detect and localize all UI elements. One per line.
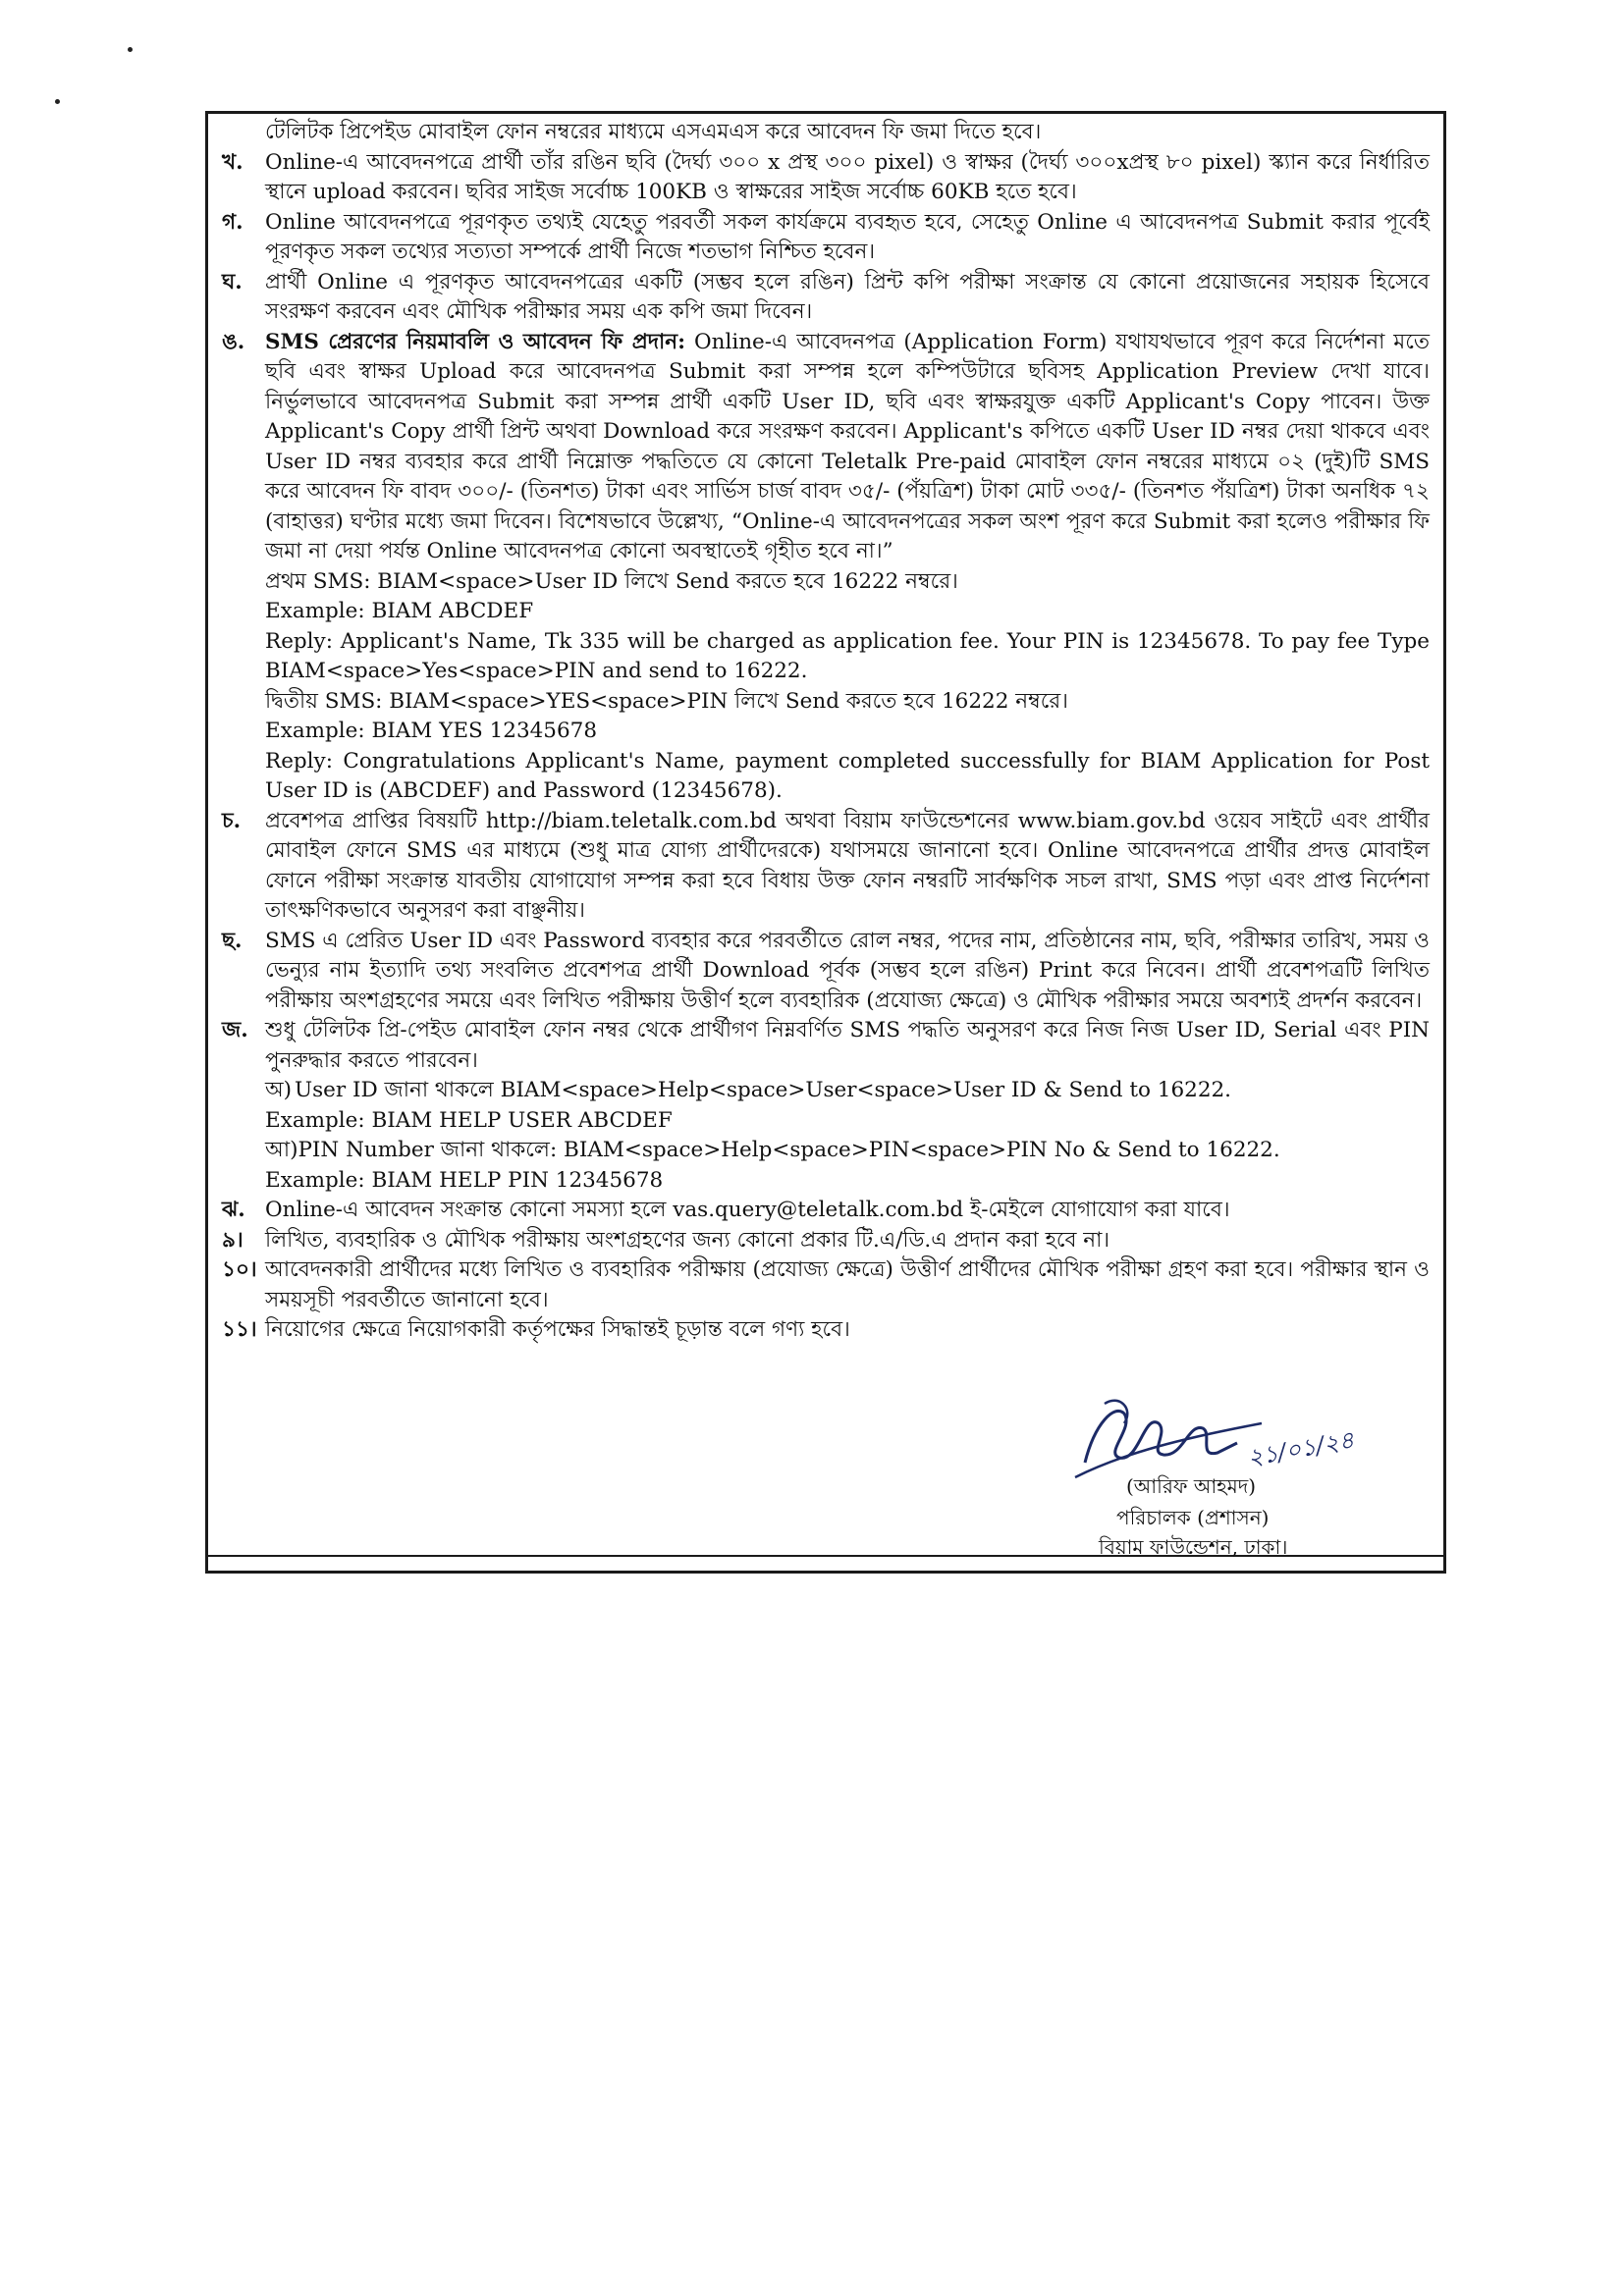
retrieval-text: PIN Number জানা থাকলে: BIAM<space>Help<space>PIN<space>PIN No & Send to 16222. [298, 1138, 1280, 1162]
signatory-designation: পরিচালক (প্রশাসন) [1116, 1506, 1270, 1529]
clause-ga [222, 208, 1430, 268]
lead-line: টেলিটক প্রিপেইড মোবাইল ফোন নম্বরের মাধ্যমে এসএমএস করে আবেদন ফি জমা দিতে হবে। [265, 120, 1042, 144]
clause-jha [222, 1196, 1430, 1226]
retrieval-user-id [222, 1076, 1430, 1106]
clause-text: লিখিত, ব্যবহারিক ও মৌখিক পরীক্ষায় অংশগ্রহণের জন্য কোনো প্রকার টি.এ/ডি.এ প্রদান করা হবে না। [265, 1227, 1110, 1253]
clause-text: শুধু টেলিটক প্রি-পেইড মোবাইল ফোন নম্বর থেকে প্রার্থীগণ নিম্নবর্ণিত SMS পদ্ধতি অনুসরণ করে নিজ নিজ User ID, Serial এবং PIN পুনরুদ্ধার করতে পারবেন। [265, 1018, 1430, 1073]
clause-ja [222, 1016, 1430, 1076]
clause-marker: চ. [222, 808, 242, 833]
retrieval-marker: অ) [265, 1078, 293, 1102]
scan-speck [55, 99, 60, 104]
clause-text [265, 328, 1430, 567]
clause-marker: ছ. [222, 928, 243, 953]
clause-chha [222, 927, 1430, 1017]
scan-speck [128, 47, 133, 52]
second-reply: Reply: Congratulations Applicant's Name, payment completed successfully for BIAM Application for Post User ID is (ABCDEF) and Password (12345678). [265, 748, 1430, 803]
second-sms: দ্বিতীয় SMS: BIAM<space>YES<space>PIN লিখে Send করতে হবে 16222 নম্বরে। [265, 688, 1068, 714]
clause-marker: ঙ. [222, 329, 245, 354]
clause-10 [222, 1255, 1430, 1315]
clause-text: আবেদনকারী প্রার্থীদের মধ্যে লিখিত ও ব্যবহারিক পরীক্ষায় (প্রযোজ্য ক্ষেত্রে) উত্তীর্ণ প্রার্থীদের মৌখিক পরীক্ষা গ্রহণ করা হবে। পরীক্ষার স্থান ও সময়সূচী পরবর্তীতে জানানো হবে। [265, 1257, 1430, 1312]
retrieval-marker: আ) [265, 1138, 298, 1162]
clause-text: Online আবেদনপত্রে পূরণকৃত তথ্যই যেহেতু পরবর্তী সকল কার্যক্রমে ব্যবহৃত হবে, সেহেতু Online এ আবেদনপত্র Submit করার পূর্বেই পূরণকৃত সকল তথ্যের সত্যতা সম্পর্কে প্রার্থী নিজে শতভাগ নিশ্চিত হবেন। [265, 209, 1430, 264]
clause-gha [222, 268, 1430, 328]
first-reply: Reply: Applicant's Name, Tk 335 will be charged as application fee. Your PIN is 12345678. To pay fee Type BIAM<space>Yes<space>PIN and send to 16222. [265, 628, 1430, 683]
clause-cha [222, 807, 1430, 927]
signatory-name: (আরিফ আহমদ) [1126, 1474, 1257, 1498]
second-example: Example: BIAM YES 12345678 [265, 719, 598, 743]
clause-text: SMS এ প্রেরিত User ID এবং Password ব্যবহার করে পরবর্তীতে রোল নম্বর, পদের নাম, প্রতিষ্ঠানের নাম, ছবি, পরীক্ষার তারিখ, সময় ও ভেন্যুর নাম ইত্যাদি তথ্য সংবলিত প্রবেশপত্র প্রার্থী Download পূর্বক (সম্ভব হলে রঙিন) Print করে নিবেন। প্রার্থী প্রবেশপত্রটি লিখিত পরীক্ষায় অংশগ্রহণের সময়ে এবং লিখিত পরীক্ষায় উত্তীর্ণ হলে ব্যবহারিক (প্রযোজ্য ক্ষেত্রে) ও মৌখিক পরীক্ষার সময়ে অবশ্যই প্রদর্শন করবেন। [265, 928, 1430, 1013]
notice-body [222, 118, 1430, 1346]
clause-marker: ১১। [222, 1317, 257, 1342]
clause-marker: ১০। [222, 1257, 257, 1282]
clause-kha [222, 148, 1430, 208]
sms-text: Online-এ আবেদনপত্র (Application Form) যথাযথভাবে পূরণ করে নির্দেশনা মতে ছবি এবং স্বাক্ষর Upload করে আবেদনপত্র Submit করা সম্পন্ন হলে কম্পিউটারে ছবিসহ Application Preview দেখা যাবে। নির্ভুলভাবে আবেদনপত্র Submit করা সম্পন্ন প্রার্থী একটি User ID, ছবি এবং স্বাক্ষরযুক্ত একটি Applicant's Copy পাবেন। উক্ত Applicant's Copy প্রার্থী প্রিন্ট অথবা Download করে সংরক্ষণ করবেন। Applicant's কপিতে একটি User ID নম্বর দেয়া থাকবে এবং User ID নম্বর ব্যবহার করে প্রার্থী নিম্নোক্ত পদ্ধতিতে যে কোনো Teletalk Pre-paid মোবাইল ফোন নম্বরের মাধ্যমে ০২ (দুই)টি SMS করে আবেদন ফি বাবদ ৩০০/- (তিনশত) টাকা এবং সার্ভিস চার্জ বাবদ ৩৫/- (পঁয়ত্রিশ) টাকা মোট ৩৩৫/- (তিনশত পঁয়ত্রিশ) টাকা অনধিক ৭২ (বাহাত্তর) ঘণ্টার মধ্যে জমা দিবেন। বিশেষভাবে উল্লেখ্য, “Online-এ আবেদনপত্রের সকল অংশ পূরণ করে Submit করা হলেও পরীক্ষার ফি জমা না দেয়া পর্যন্ত Online আবেদনপত্র কোনো অবস্থাতেই গৃহীত হবে না।” [265, 329, 1430, 563]
first-sms: প্রথম SMS: BIAM<space>User ID লিখে Send করতে হবে 16222 নম্বরে। [265, 568, 958, 594]
clause-11 [222, 1315, 1430, 1346]
clause-text: নিয়োগের ক্ষেত্রে নিয়োগকারী কর্তৃপক্ষের সিদ্ধান্তই চূড়ান্ত বলে গণ্য হবে। [265, 1317, 850, 1342]
clause-9 [222, 1226, 1430, 1256]
clause-text: প্রার্থী Online এ পূরণকৃত আবেদনপত্রের একটি (সম্ভব হলে রঙিন) প্রিন্ট কপি পরীক্ষা সংক্রান্ত যে কোনো প্রয়োজনের সহায়ক হিসেবে সংরক্ষণ করবেন এবং মৌখিক পরীক্ষার সময় এক কপি জমা দিবেন। [265, 269, 1430, 324]
clause-marker: গ. [222, 209, 243, 235]
clause-marker: জ. [222, 1018, 248, 1042]
signature-block [1016, 1384, 1429, 1571]
clause-marker: ৯। [222, 1227, 243, 1253]
signature-date: ২১/০১/২৪ [1245, 1425, 1357, 1472]
clause-sms [222, 328, 1430, 567]
retrieval-example: Example: BIAM HELP PIN 12345678 [265, 1167, 664, 1193]
signatory-office: বিয়াম ফাউন্ডেশন, ঢাকা। [1099, 1535, 1288, 1559]
clause-text: Online-এ আবেদনপত্রে প্রার্থী তাঁর রঙিন ছবি (দৈর্ঘ্য ৩০০ x প্রস্থ ৩০০ pixel) ও স্বাক্ষর (দৈর্ঘ্য ৩০০xপ্রস্থ ৮০ pixel) স্ক্যান করে নির্ধারিত স্থানে upload করবেন। ছবির সাইজ সর্বোচ্চ 100KB ও স্বাক্ষরের সাইজ সর্বোচ্চ 60KB হতে হবে। [265, 149, 1430, 204]
clause-text: প্রবেশপত্র প্রাপ্তির বিষয়টি http://biam.teletalk.com.bd অথবা বিয়াম ফাউন্ডেশনের www.biam.gov.bd ওয়েব সাইটে এবং প্রার্থীর মোবাইল ফোনে SMS এর মাধ্যমে (শুধু মাত্র যোগ্য প্রার্থীদেরকে) যথাসময়ে জানানো হবে। Online আবেদনপত্রে প্রার্থীর প্রদত্ত মোবাইল ফোনে পরীক্ষা সংক্রান্ত যাবতীয় যোগাযোগ সম্পন্ন করা হবে বিধায় উক্ত ফোন নম্বরটি সার্বক্ষণিক সচল রাখা, SMS পড়া এবং প্রাপ্ত নির্দেশনা তাৎক্ষণিকভাবে অনুসরণ করা বাঞ্ছনীয়। [265, 808, 1430, 923]
clause-marker: খ. [222, 149, 243, 175]
clause-marker: ঝ. [222, 1198, 245, 1222]
notice-frame [205, 111, 1446, 1574]
retrieval-example: Example: BIAM HELP USER ABCDEF [265, 1107, 673, 1133]
retrieval-text: User ID জানা থাকলে BIAM<space>Help<space>User<space>User ID & Send to 16222. [295, 1078, 1232, 1102]
first-example: Example: BIAM ABCDEF [265, 599, 534, 623]
clause-text: Online-এ আবেদন সংক্রান্ত কোনো সমস্যা হলে vas.query@teletalk.com.bd ই-মেইলে যোগাযোগ করা যাবে। [265, 1198, 1230, 1222]
clause-marker: ঘ. [222, 269, 243, 294]
sms-heading: SMS প্রেরণের নিয়মাবলি ও আবেদন ফি প্রদান: [265, 329, 686, 354]
retrieval-pin [222, 1136, 1430, 1166]
